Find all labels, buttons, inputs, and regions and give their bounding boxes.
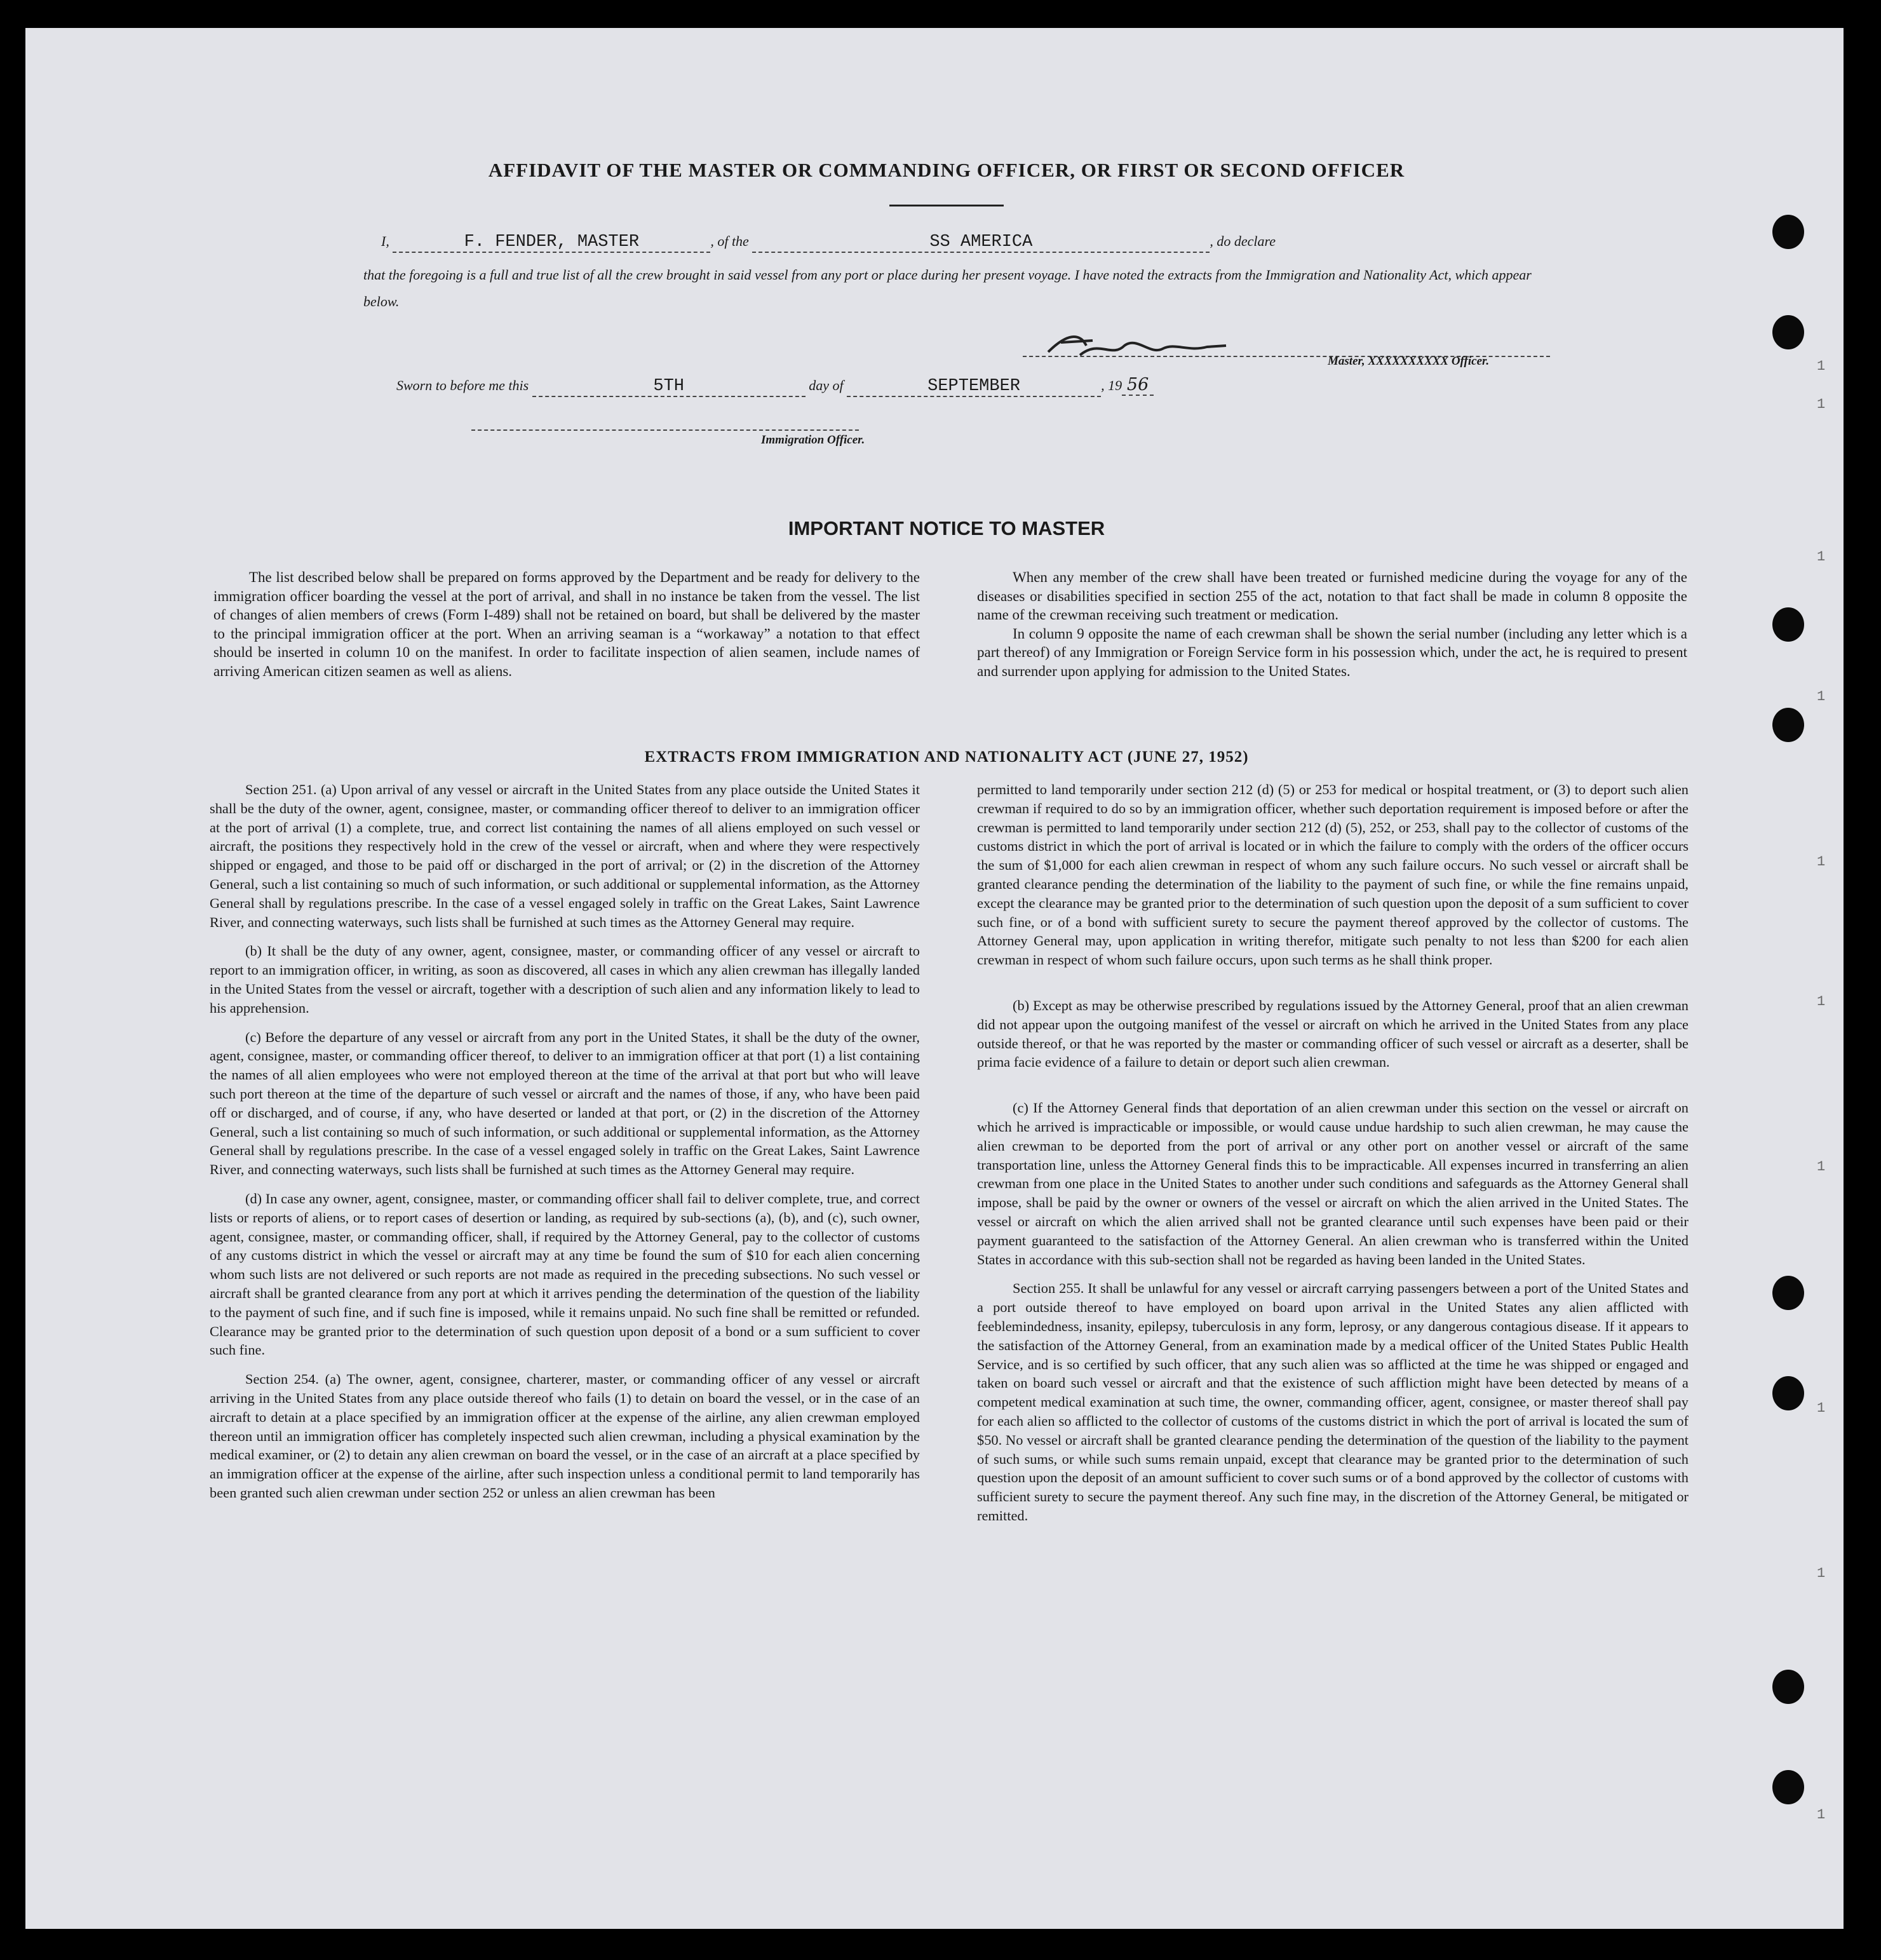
- declaration-line: [381, 233, 1276, 253]
- section-251a: Section 251. (a) Upon arrival of any vessel or aircraft in the United States from any place outside the United States it shall be the duty of the owner, agent, consignee, master, or commanding officer thereof to deliver to an immigration officer at the port of arrival (1) a complete, true, and correct list containing the names of all aliens employed on such vessel or aircraft, the positions they respectively hold in the crew of the vessel or aircraft, when and where they were respectively shipped or engaged, and those to be paid off or discharged in the port of arrival; or (2) in the discretion of the Attorney General, such a list containing so much of such information, or such additional or supplemental information, as the Attorney General shall by regulations prescribe. In the case of a vessel engaged solely in traffic on the Great Lakes, Saint Lawrence River, and connecting waterways, such lists shall be furnished at such times as the Attorney General may require.: [210, 781, 920, 930]
- section-254b: (b) Except as may be otherwise prescribed by regulations issued by the Attorney General, proof that an alien crewman did not appear upon the outgoing manifest of the vessel or aircraft on which he arrived in the United States from any place outside thereof, or that he was reported by the master or commanding officer of such vessel or aircraft as a deserter, shall be prima facie evidence of a failure to detain or deport such alien crewman.: [977, 997, 1689, 1071]
- margin-mark: 1: [1817, 994, 1826, 1010]
- binder-hole: [1772, 1376, 1804, 1410]
- section-254a-continued: permitted to land temporarily under section 212 (d) (5) or 253 for medical or hospital treatment, or (3) to deport such alien crewman if required to do so by an immigration officer, whether such deportation requirement is imposed before or after the crewman is permitted to land temporarily under section 212 (d) (5), 252, or 253, shall pay to the collector of customs of the customs district in which the port of arrival is located or in which the failure to comply with the orders of the officer occurs the sum of $1,000 for each alien crewman in respect of whom any such failure occurs. No such vessel or aircraft shall be granted clearance pending the determination of the liability to the payment of such fine, or while the fine remains unpaid, except the clearance may be granted prior to the determination of such question upon the deposit of a sum sufficient to cover such fine, or of a bond with sufficient surety to secure the payment thereof approved by the collector of customs. The Attorney General may, upon application in writing therefor, mitigate such penalty to not less than $200 for each alien crewman in respect of whom such failure occurs, upon such terms as he shall think proper.: [977, 781, 1689, 968]
- year-prefix: , 19: [1101, 377, 1123, 393]
- extracts-title: EXTRACTS FROM IMMIGRATION AND NATIONALITY ACT (JUNE 27, 1952): [644, 748, 1249, 766]
- binder-hole: [1772, 1670, 1804, 1704]
- margin-mark: 1: [1817, 689, 1826, 705]
- binder-hole: [1772, 1770, 1804, 1804]
- notice-title: IMPORTANT NOTICE TO MASTER: [788, 517, 1105, 539]
- declarant-prefix: I,: [381, 233, 389, 249]
- section-255: Section 255. It shall be unlawful for any vessel or aircraft carrying passengers between a port of the United States and a port outside thereof to have employed on board upon arrival in the United States any alien afflicted with feeblemindedness, insanity, epilepsy, tuberculosis in any form, leprosy, or any dangerous contagious disease. If it appears to the satisfaction of the Attorney General, from an examination made by a medical officer of the United States Public Health Service, and is so certified by such officer, that any such alien was so afflicted at the time he was shipped or engaged and taken on board such vessel or aircraft and that the existence of such affliction might have been detected by means of a competent medical examination at such time, the owner, commanding officer, agent, consignee, or master thereof shall pay for each alien so afflicted to the collector of customs of the customs district in which the port of arrival is located the sum of $50. No vessel or aircraft shall be granted clearance pending the determination of the question of the liability to the payment of such sums, or while such sums remain unpaid, except that clearance may be granted prior to the determination of such question upon the deposit of an amount sufficient to cover such sums or of a bond approved by the collector of customs with sufficient surety to secure the payment thereof. Any such fine may, in the discretion of the Attorney General, be mitigated or remitted.: [977, 1280, 1689, 1524]
- sworn-month-field[interactable]: SEPTEMBER: [847, 377, 1101, 397]
- margin-mark: 1: [1817, 549, 1826, 565]
- document-page: [25, 28, 1844, 1929]
- notice-paragraph: When any member of the crew shall have been treated or furnished medicine during the voyage for any of the diseases or disabilities specified in section 255 of the act, notation to that fact shall be made in column 8 opposite the name of the crewman receiving such treatment or medication.: [977, 569, 1687, 623]
- margin-mark: 1: [1817, 1807, 1826, 1823]
- section-254a: Section 254. (a) The owner, agent, consignee, charterer, master, or commanding officer of any vessel or aircraft arriving in the United States from any place outside thereof who fails (1) to detain on board the vessel, or in the case of an aircraft to detain at a place specified by an immigration officer at the expense of the airline, any alien crewman employed thereon until an immigration officer has completely inspected such alien crewman, including a physical examination by the medical examiner, or (2) to detain any alien crewman on board the vessel, or in the case of an aircraft at a place specified by an immigration officer at the expense of the airline, after such inspection unless a conditional permit to land temporarily has been granted such alien crewman under section 252 or unless an alien crewman has been: [210, 1371, 920, 1501]
- binder-hole: [1772, 708, 1804, 742]
- binder-hole: [1772, 215, 1804, 249]
- signature-label: Master, XXXXXXXXXX Officer.: [1328, 355, 1490, 368]
- declaration-text: that the foregoing is a full and true list of all the crew brought in said vessel from any port or place during her present voyage. I have noted the extracts from the Immigration and Nationality Act, which appear below.: [363, 267, 1532, 309]
- binder-hole: [1772, 1276, 1804, 1310]
- section-251c: (c) Before the departure of any vessel or aircraft from any port in the United States, it shall be the duty of the owner, agent, consignee, master, or commanding officer thereof, to deliver to an immigration officer at that port (1) a list containing the names of all alien employees who were not employed thereon at the time of the arrival at that port but who will leave such port thereon at the time of the departure of such vessel or aircraft and the names of those, if any, who have been paid off or discharged, and of course, if any, who have deserted or landed at that port, or (2) in the discretion of the Attorney General, such a list containing so much of such information, or such additional or supplemental information, as the Attorney General shall by regulations prescribe. In the case of a vessel engaged solely in traffic on the Great Lakes, Saint Lawrence River, and connecting waterways, such lists shall be furnished at such times as the Attorney General may require.: [210, 1029, 920, 1178]
- notice-paragraph: The list described below shall be prepared on forms approved by the Department and be ready for delivery to the immigration officer boarding the vessel at the port of arrival, and shall in no instance be taken from the vessel. The list of changes of alien members of crews (Form I-489) shall not be retained on board, but shall be delivered by the master to the principal immigration officer at the port. When an arriving seaman is a “workaway” a notation to that effect should be inserted in column 10 on the manifest. In order to facilitate inspection of alien seamen, include names of arriving American citizen seamen as well as aliens.: [213, 569, 920, 679]
- of-the-label: , of the: [710, 233, 749, 249]
- handwritten-signature: [1042, 327, 1232, 374]
- immigration-officer-label: Immigration Officer.: [761, 433, 865, 447]
- extracts-left-column: [210, 780, 920, 1513]
- sworn-line: [396, 375, 1154, 397]
- section-251b: (b) It shall be the duty of any owner, agent, consignee, master, or commanding officer of any vessel or aircraft to report to an immigration officer, in writing, as soon as discovered, all cases in which any alien crewman has illegally landed in the United States from the vessel or aircraft, together with a description of such alien and any information likely to lead to his apprehension.: [210, 943, 920, 1016]
- binder-hole: [1772, 315, 1804, 349]
- section-251d: (d) In case any owner, agent, consignee, master, or commanding officer shall fail to deliver complete, true, and correct lists or reports of aliens, or to report cases of desertion or landing, as required by sub-sections (a), (b), and (c), such owner, agent, consignee, master, or commanding officer, shall, if required by the Attorney General, pay to the collector of customs of any customs district in which the vessel or aircraft may at any time be found the sum of $10 for each alien concerning whom such lists are not delivered or such reports are not made as required in the preceding subsections. No such vessel or aircraft shall be granted clearance from any port at which it arrives pending the determination of the question of the liability to the payment of such fine, and if such fine is imposed, while it remains unpaid. No such fine shall be remitted or refunded. Clearance may be granted prior to the determination of such question upon deposit of a bond or a sum sufficient to cover such fine.: [210, 1190, 920, 1358]
- margin-mark: 1: [1817, 358, 1826, 374]
- vessel-name-field[interactable]: SS AMERICA: [752, 233, 1210, 253]
- affidavit-title: AFFIDAVIT OF THE MASTER OR COMMANDING OFFICER, OR FIRST OR SECOND OFFICER: [488, 159, 1405, 181]
- sworn-day-field[interactable]: 5TH: [532, 377, 806, 397]
- sworn-year-field[interactable]: 56: [1122, 375, 1154, 396]
- margin-mark: 1: [1817, 1400, 1826, 1416]
- sworn-prefix: Sworn to before me this: [396, 377, 529, 393]
- margin-mark: 1: [1817, 854, 1826, 870]
- extracts-right-column: [977, 780, 1689, 1536]
- margin-mark: 1: [1817, 1565, 1826, 1581]
- margin-mark: 1: [1817, 1159, 1826, 1175]
- immigration-officer-line[interactable]: [471, 429, 859, 431]
- master-name-field[interactable]: F. FENDER, MASTER: [393, 233, 710, 253]
- notice-paragraph: In column 9 opposite the name of each crewman shall be shown the serial number (including any letter which is a part thereof) of any Immigration or Foreign Service form in his possession which, under the act, he is required to present and surrender upon applying for admission to the United States.: [977, 625, 1687, 679]
- do-declare-label: , do declare: [1210, 233, 1276, 249]
- section-254c: (c) If the Attorney General finds that deportation of an alien crewman under this section on the vessel or aircraft on which he arrived is impracticable or impossible, or would cause undue hardship to such alien crewman, he may cause the alien crewman to be deported from the port of arrival or any other port on another vessel or aircraft of the same transportation line, unless the Attorney General finds this to be impracticable. All expenses incurred in transferring an alien crewman from one place in the United States to another under such conditions and safeguards as the Attorney General shall impose, shall be paid by the owner or owners of the vessel or aircraft on which the alien arrived in the United States. The vessel or aircraft on which the alien arrived shall not be granted clearance until such expenses have been paid or their payment guaranteed to the satisfaction of the Attorney General. An alien crewman who is transferred within the United States in accordance with this sub-section shall not be regarded as having been landed in the United States.: [977, 1100, 1689, 1267]
- notice-left-column: [213, 568, 920, 690]
- margin-mark: 1: [1817, 396, 1826, 412]
- binder-hole: [1772, 607, 1804, 642]
- notice-right-column: [977, 568, 1687, 690]
- title-rule: [889, 205, 1004, 206]
- day-of-label: day of: [809, 377, 844, 393]
